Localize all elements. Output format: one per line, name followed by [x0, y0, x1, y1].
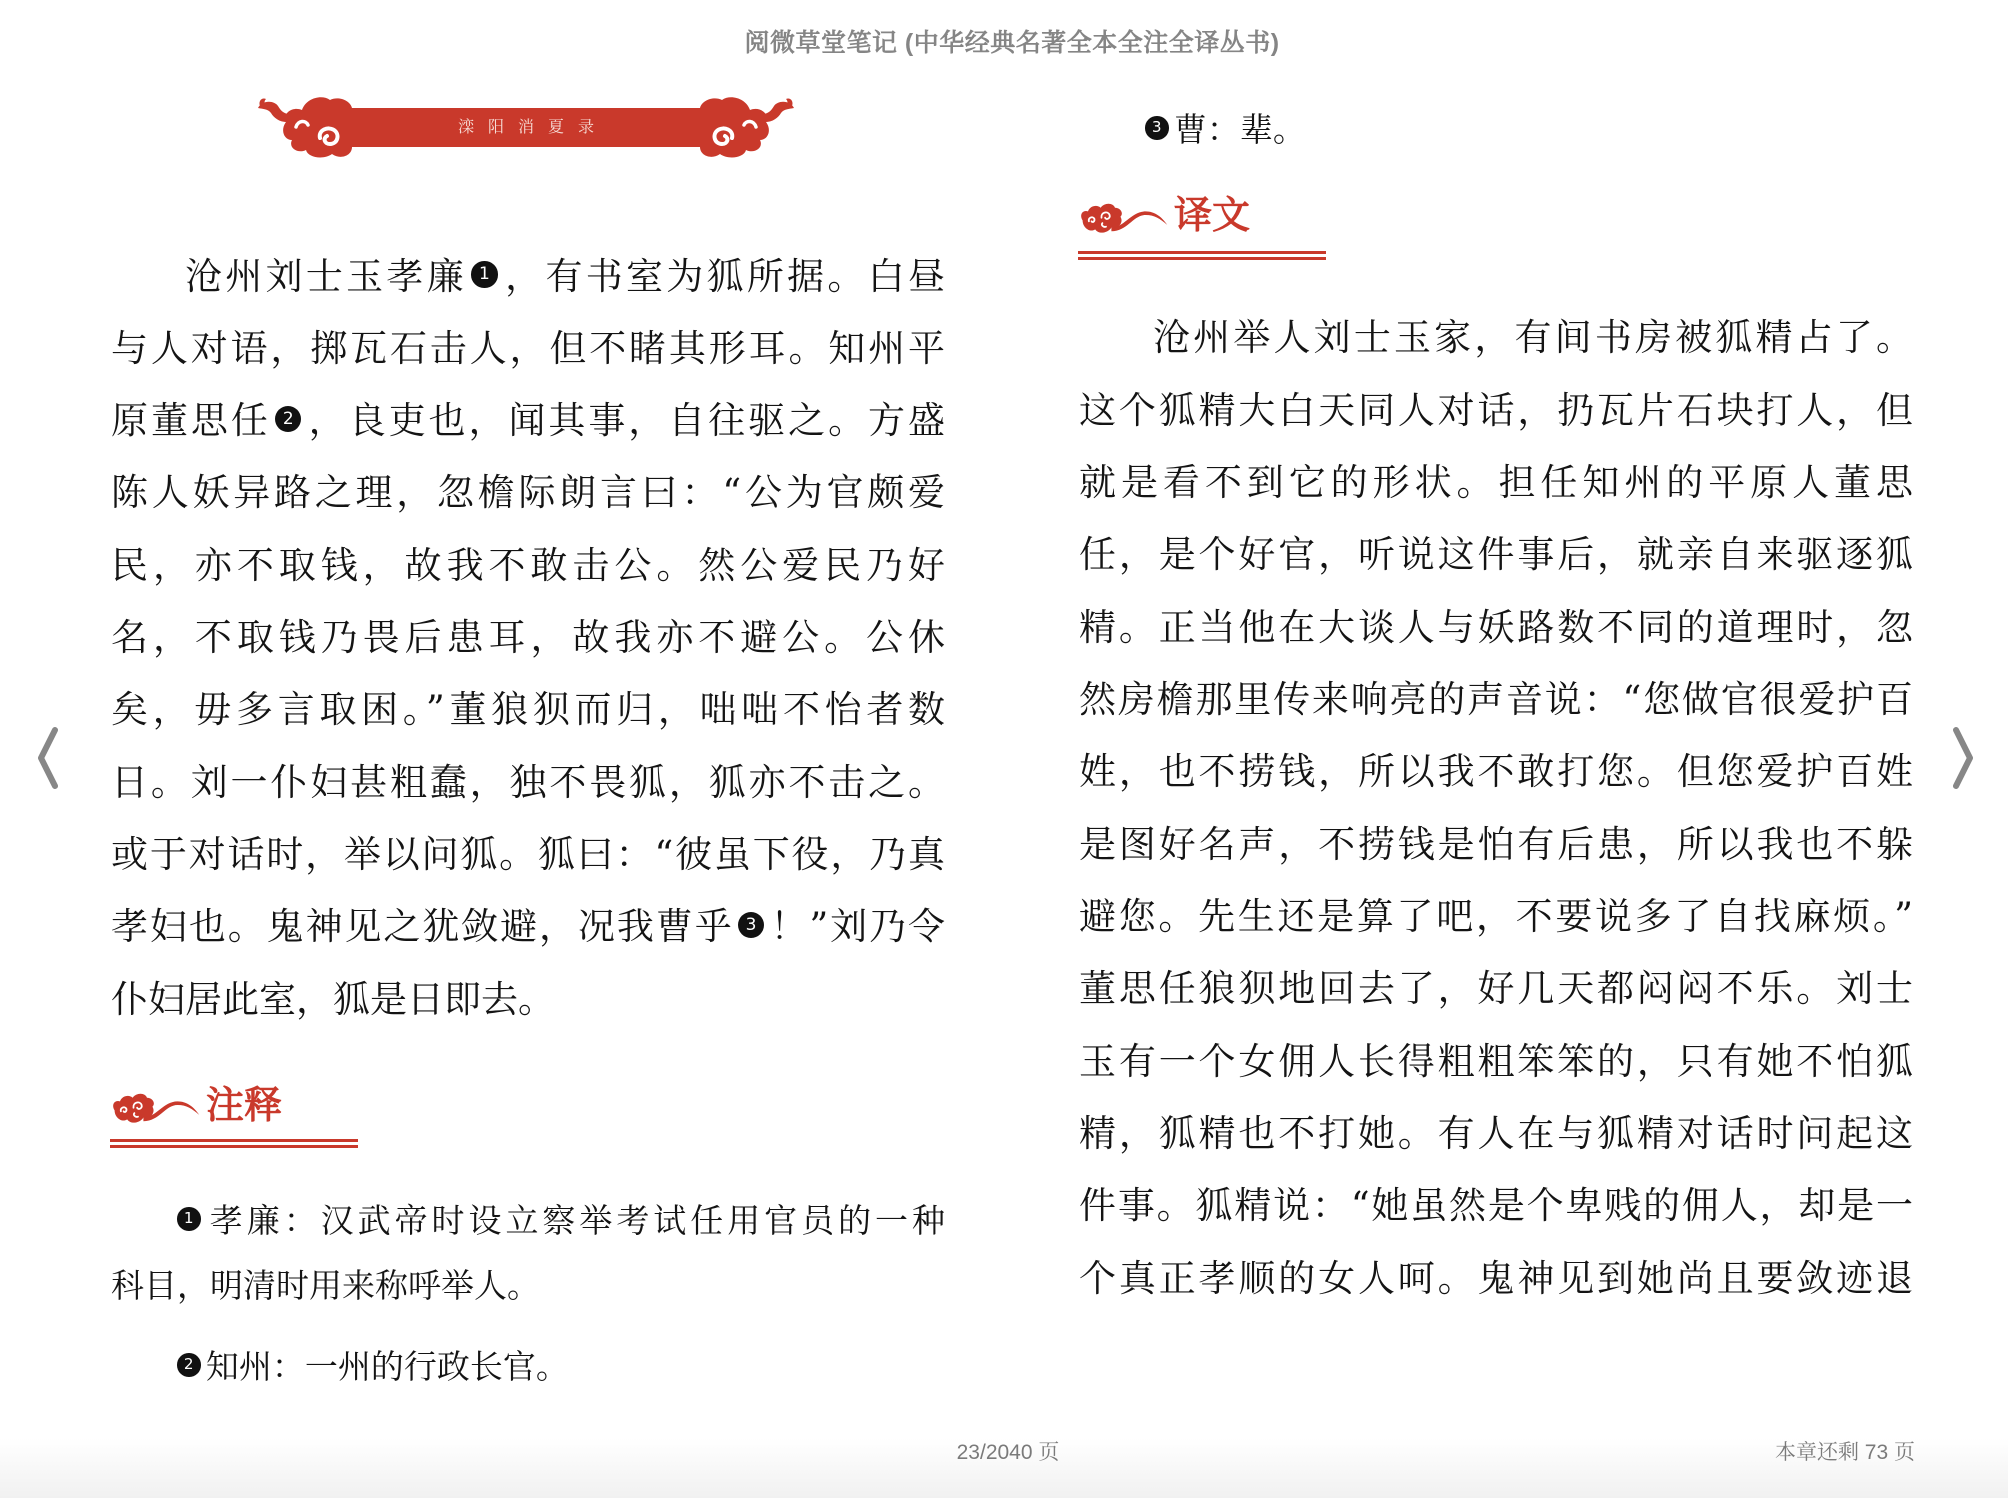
text-line: 是图好名声，不捞钱是怕有后患，所以我也不躲	[1079, 822, 1913, 866]
notes-list-continued	[1079, 97, 1913, 162]
footnote-marker-2[interactable]: 2	[275, 406, 301, 432]
note-item	[1079, 97, 1913, 162]
text-line: 仆妇居此室，狐是日即去。	[111, 977, 555, 1021]
chevron-left-icon	[33, 724, 63, 792]
note-item	[111, 1188, 945, 1318]
text-line: 精，狐精也不打她。有人在与狐精对话时问起这	[1079, 1111, 1913, 1155]
notes-heading	[110, 1083, 370, 1127]
text-line: 矣，毋多言取困。”董狼狈而归，咄咄不怡者数	[111, 688, 945, 732]
original-text	[111, 241, 945, 1037]
text-line: 与人对语，掷瓦石击人，但不睹其形耳。知州平	[111, 326, 945, 370]
text-line: 姓，也不捞钱，所以我不敢打您。但您爱护百姓	[1079, 750, 1913, 794]
cloud-ornament-icon	[110, 1087, 202, 1123]
translation-heading	[1078, 193, 1338, 237]
text-line: 任，是个好官，听说这件事后，就亲自来驱逐狐	[1079, 533, 1913, 577]
text-line: 陈人妖异路之理，忽檐际朗言曰：“公为官颇爱	[111, 471, 945, 515]
text-line: 名，不取钱乃畏后患耳，故我亦不避公。公休	[111, 616, 945, 660]
translation-text	[1079, 302, 1913, 1315]
text-line: 孝妇也。鬼神见之犹敛避，况我曹乎 3 ！”刘乃令	[111, 905, 946, 949]
text-line: 件事。狐精说：“她虽然是个卑贱的佣人，却是一	[1079, 1184, 1913, 1228]
text-line: 民，亦不取钱，故我不敢击公。然公爱民乃好	[111, 543, 945, 587]
text-line: 玉有一个女佣人长得粗粗笨笨的，只有她不怕狐	[1079, 1039, 1913, 1083]
chapter-banner	[256, 92, 796, 158]
translation-heading-rule	[1078, 251, 1326, 260]
book-title: 阅微草堂笔记 (中华经典名著全本全注全译丛书)	[744, 29, 1280, 57]
text-line: 然房檐那里传来响亮的声音说：“您做官很爱护百	[1079, 677, 1913, 721]
note-item	[111, 1334, 945, 1399]
footnote-marker-2: 2	[177, 1353, 201, 1377]
text-line: 日。刘一仆妇甚粗蠢，独不畏狐，狐亦不击之。	[111, 760, 945, 804]
text-line: 沧州刘士玉孝廉 1 ，有书室为狐所据。白昼	[185, 254, 946, 298]
text-line: 精。正当他在大谈人与妖路数不同的道理时，忽	[1079, 605, 1913, 649]
page-indicator: 23/2040 页	[956, 1441, 1060, 1464]
note-line: 3 曹：辈。	[1079, 97, 1913, 162]
translation-heading-title: 译文	[1174, 192, 1251, 237]
text-line: 董思任狼狈地回去了，好几天都闷闷不乐。刘士	[1079, 967, 1913, 1011]
footnote-marker-3[interactable]: 3	[738, 912, 764, 938]
footnote-marker-1[interactable]: 1	[471, 261, 497, 287]
notes-heading-title: 注释	[206, 1082, 283, 1127]
text-line: 就是看不到它的形状。担任知州的平原人董思	[1079, 460, 1913, 504]
text-line: 原董思任 2 ，良吏也，闻其事，自往驱之。方盛	[111, 399, 946, 443]
text-line: 或于对话时，举以问狐。狐曰：“彼虽下役，乃真	[111, 833, 945, 877]
chapter-remaining-pages: 本章还剩 73 页	[1774, 1441, 1915, 1464]
chevron-right-icon	[1948, 724, 1978, 792]
next-page-button[interactable]	[1948, 724, 1978, 792]
note-line: 科目，明清时用来称呼举人。	[111, 1265, 540, 1305]
text-line: 沧州举人刘士玉家，有间书房被狐精占了。	[1153, 316, 1913, 360]
notes-list	[111, 1188, 945, 1399]
note-line: 1 孝廉：汉武帝时设立察举考试任用官员的一种	[111, 1188, 945, 1253]
banner-title: 滦阳消夏录	[457, 117, 608, 136]
note-line: 2 知州：一州的行政长官。	[111, 1334, 945, 1399]
footnote-marker-3: 3	[1145, 116, 1169, 140]
text-line: 避您。先生还是算了吧，不要说多了自找麻烦。”	[1079, 894, 1913, 938]
text-line: 个真正孝顺的女人呵。鬼神见到她尚且要敛迹退	[1079, 1256, 1913, 1300]
text-line: 这个狐精大白天同人对话，扔瓦片石块打人，但	[1079, 388, 1913, 432]
footnote-marker-1: 1	[177, 1207, 201, 1231]
notes-heading-rule	[110, 1139, 358, 1148]
prev-page-button[interactable]	[33, 724, 63, 792]
cloud-ornament-icon	[1078, 197, 1170, 233]
